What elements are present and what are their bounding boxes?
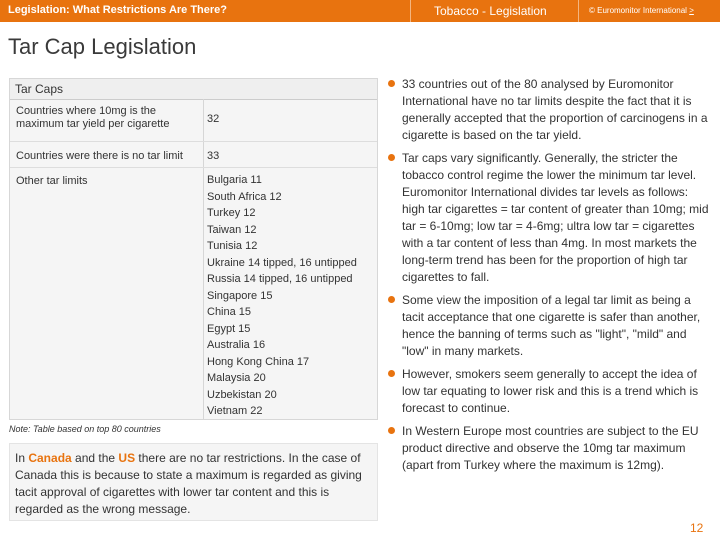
list-item: China 15 bbox=[207, 306, 252, 318]
tar-caps-table bbox=[9, 78, 378, 420]
table-header bbox=[10, 79, 377, 100]
copyright-notice bbox=[589, 6, 694, 15]
table-note: Note: Table based on top 80 countries bbox=[9, 424, 161, 434]
page-title: Tar Cap Legislation bbox=[8, 34, 197, 59]
list-item: Taiwan 12 bbox=[207, 223, 257, 236]
callout-text: and the bbox=[71, 451, 119, 465]
header-divider bbox=[578, 0, 579, 22]
list-item: Singapore 15 bbox=[207, 289, 273, 302]
bullet-dot-icon bbox=[388, 370, 395, 377]
bullet-dot-icon bbox=[388, 296, 395, 303]
bullet-text: 33 countries out of the 80 analysed by Euromonitor International have no tar limits despite the fact that it is generally accepted that the proportion of carcinogens in a cigarette is based on the tar yield. bbox=[402, 77, 708, 142]
section-title: Tobacco - Legislation bbox=[434, 4, 547, 18]
bullet-item bbox=[388, 366, 710, 417]
bullet-item bbox=[388, 76, 710, 144]
row-divider bbox=[10, 167, 377, 168]
copyright-link[interactable]: > bbox=[689, 6, 694, 15]
list-item: South Africa 12 bbox=[207, 190, 282, 203]
list-item: Australia 16 bbox=[207, 339, 266, 351]
bullet-dot-icon bbox=[388, 154, 395, 161]
callout-text: there are no tar restrictions. In the case of Canada this is because to state a maximum is regarded as giving tacit approval of cigarettes with lower tar content and this is regarded as the wrong message. bbox=[15, 451, 362, 516]
breadcrumb: Legislation: What Restrictions Are There? bbox=[8, 4, 228, 16]
table-row-label: Countries were there is no tar limit bbox=[16, 150, 183, 162]
table-row-value: 33 bbox=[207, 150, 220, 162]
list-item: Bulgaria 11 bbox=[207, 174, 262, 186]
bullet-item bbox=[388, 292, 710, 360]
table-heading: Tar Caps bbox=[15, 82, 64, 96]
bullet-text: Tar caps vary significantly. Generally, the stricter the tobacco control regime the lower the minimum tar level. Euromonitor International divides tar levels as follows: high tar cigarettes = tar content of greater than 10mg; mid tar = 6-10mg; low tar = 4-6mg; ultra low tar = cigarettes with a tar content of less than 4mg. In most markets the long-term trend has been for the proportion of high tar cigarettes to fall. bbox=[402, 151, 709, 284]
bullet-list bbox=[388, 76, 710, 480]
list-item: Malaysia 20 bbox=[207, 372, 266, 384]
callout-text: In bbox=[15, 451, 29, 465]
list-item: Uzbekistan 20 bbox=[207, 388, 277, 401]
column-divider bbox=[203, 99, 204, 419]
bullet-text: Some view the imposition of a legal tar limit as being a tacit acceptance that one cigarette is safer than another, hence the banning of terms such as "light", "mild" and "low" in many markets. bbox=[402, 293, 701, 358]
row-divider bbox=[10, 141, 377, 142]
callout-box bbox=[9, 443, 378, 521]
list-item: Hong Kong China 17 bbox=[207, 355, 310, 368]
list-item: Ukraine 14 tipped, 16 untipped bbox=[207, 256, 357, 269]
bullet-item bbox=[388, 423, 710, 474]
list-item: Tunisia 12 bbox=[207, 240, 258, 252]
other-tar-limits-list bbox=[207, 172, 357, 420]
bullet-item bbox=[388, 150, 710, 286]
header-bar bbox=[0, 0, 720, 22]
bullet-text: In Western Europe most countries are subject to the EU product directive and observe the 10mg tar maximum (apart from Turkey where the maximum is 12mg). bbox=[402, 424, 699, 472]
bullet-text: However, smokers seem generally to accept the idea of low tar equating to lower risk and this is a trend which is forecast to continue. bbox=[402, 367, 699, 415]
country-highlight: US bbox=[118, 451, 136, 465]
bullet-dot-icon bbox=[388, 80, 395, 87]
list-item: Egypt 15 bbox=[207, 322, 251, 335]
header-divider bbox=[410, 0, 411, 22]
table-row-label: Countries where 10mg is the maximum tar yield per cigarette bbox=[16, 105, 170, 130]
page-number: 12 bbox=[690, 521, 704, 535]
bullet-dot-icon bbox=[388, 427, 395, 434]
table-row-label: Other tar limits bbox=[16, 175, 88, 187]
list-item: Russia 14 tipped, 16 untipped bbox=[207, 273, 353, 285]
copyright-text: © Euromonitor International bbox=[589, 6, 687, 15]
list-item: Vietnam 22 bbox=[207, 405, 263, 417]
country-highlight: Canada bbox=[28, 451, 72, 465]
table-row-value: 32 bbox=[207, 113, 220, 125]
list-item: Turkey 12 bbox=[207, 207, 256, 219]
